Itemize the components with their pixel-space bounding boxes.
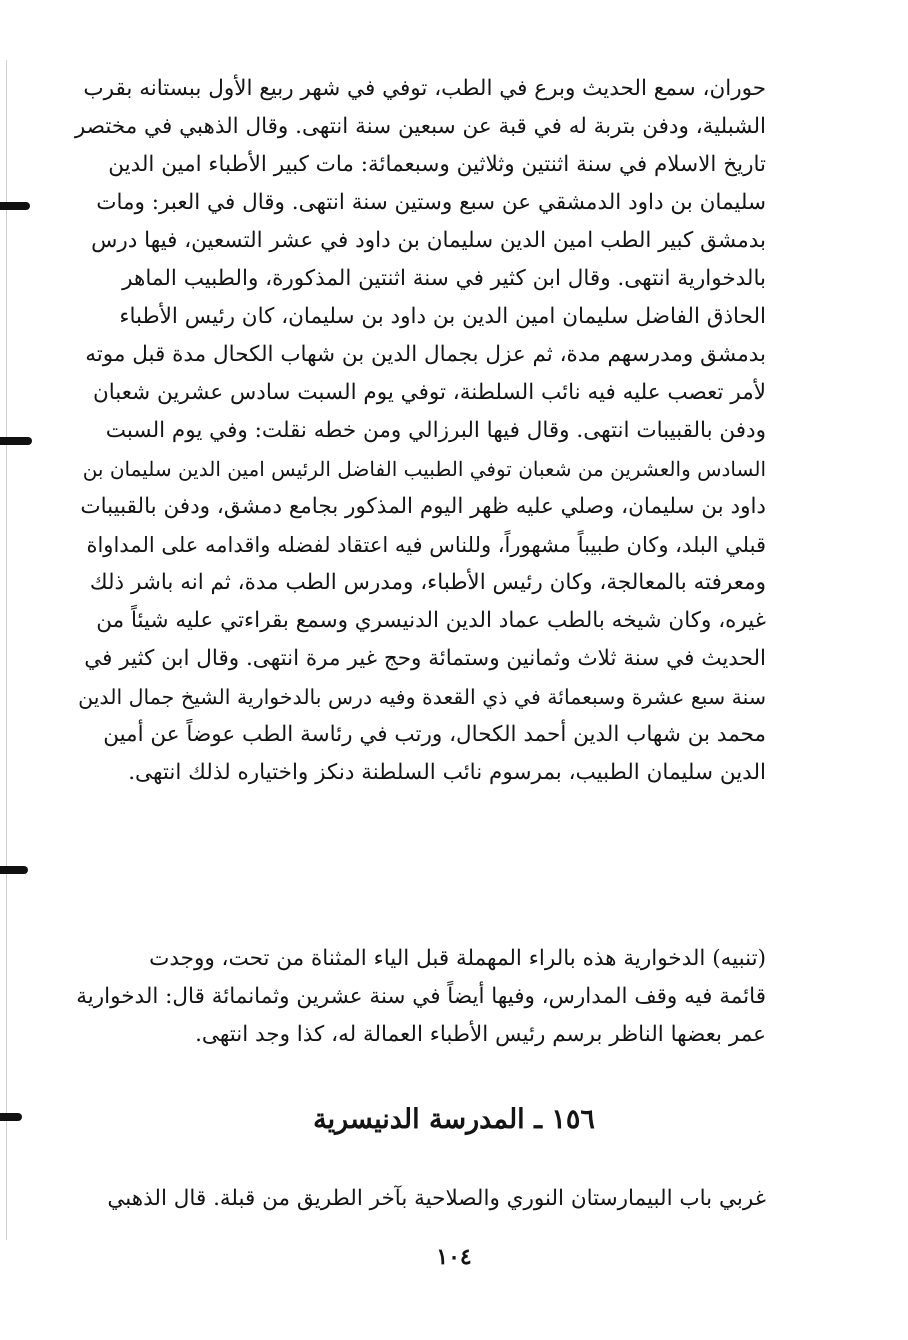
text-line: لأمر تعصب عليه فيه نائب السلطنة، توفي يوم السبت سادس عشرين شعبان xyxy=(92,380,766,405)
text-line: عمر بعضها الناظر برسم رئيس الأطباء العمالة له، كذا وجد انتهى. xyxy=(195,1022,766,1047)
text-line: قائمة فيه وقف المدارس، وفيها أيضاً في سنة عشرين وثمانمائة قال: الدخوارية xyxy=(76,984,766,1009)
text-line: بدمشق ومدرسهم مدة، ثم عزل بجمال الدين بن شهاب الكحال مدة قبل موته xyxy=(85,342,766,367)
text-line: الشبلية، ودفن بتربة له في قبة عن سبعين سنة انتهى. وقال الذهبي في مختصر xyxy=(74,114,766,139)
binding-mark xyxy=(0,866,28,874)
section-heading: ١٥٦ ـ المدرسة الدنيسرية xyxy=(313,1104,595,1135)
main-paragraph xyxy=(74,70,766,792)
text-line: الحاذق الفاضل سليمان امين الدين بن داود بن سليمان، كان رئيس الأطباء xyxy=(119,304,766,329)
text-line: تاريخ الاسلام في سنة اثنتين وثلاثين وسبعمائة: مات كبير الأطباء امين الدين xyxy=(108,152,766,177)
page-number: ١٠٤ xyxy=(436,1244,472,1270)
text-line: السادس والعشرين من شعبان توفي الطبيب الفاضل الرئيس امين الدين سليمان بن xyxy=(82,457,766,481)
text-line: سليمان بن داود الدمشقي عن سبع وستين سنة انتهى. وقال في العبر: ومات xyxy=(96,190,766,215)
margin-rule xyxy=(6,60,7,1240)
text-line: بالدخوارية انتهى. وقال ابن كثير في سنة اثنتين المذكورة، والطبيب الماهر xyxy=(122,266,766,291)
text-line: بدمشق كبير الطب امين الدين سليمان بن داود في عشر التسعين، فيها درس xyxy=(91,228,766,253)
text-line: الحديث في سنة ثلاث وثمانين وستمائة وحج غير مرة انتهى. وقال ابن كثير في xyxy=(84,646,766,671)
text-line: قبلي البلد، وكان طبيباً مشهوراً، وللناس فيه اعتقاد لفضله واقدامه على المداواة xyxy=(86,533,766,557)
closing-line: غربي باب البيمارستان النوري والصلاحية بآخر الطريق من قبلة. قال الذهبي xyxy=(107,1186,766,1211)
text-line: غيره، وكان شيخه بالطب عماد الدين الدنيسري وسمع بقراءتي عليه شيئاً من xyxy=(96,608,766,633)
text-line: ومعرفته بالمعالجة، وكان رئيس الأطباء، ومدرس الطب مدة، ثم انه باشر ذلك xyxy=(89,570,766,595)
binding-mark xyxy=(0,202,30,210)
text-line: حوران، سمع الحديث وبرع في الطب، توفي في شهر ربيع الأول ببستانه بقرب xyxy=(83,76,766,101)
note-paragraph xyxy=(74,940,766,1054)
text-line: داود بن سليمان، وصلي عليه ظهر اليوم المذكور بجامع دمشق، ودفن بالقبيبات xyxy=(80,494,766,519)
text-line: ودفن بالقبيبات انتهى. وقال فيها البرزالي ومن خطه نقلت: وفي يوم السبت xyxy=(105,418,766,443)
text-line: سنة سبع عشرة وسبعمائة في ذي القعدة وفيه درس بالدخوارية الشيخ جمال الدين xyxy=(78,685,766,709)
text-line: الدين سليمان الطبيب، بمرسوم نائب السلطنة دنكز واختياره لذلك انتهى. xyxy=(128,760,766,785)
text-line: (تنبيه) الدخوارية هذه بالراء المهملة قبل الياء المثناة من تحت، ووجدت xyxy=(149,946,766,971)
binding-mark xyxy=(0,437,32,445)
text-line: محمد بن شهاب الدين أحمد الكحال، ورتب في رئاسة الطب عوضاً عن أمين xyxy=(103,722,766,747)
